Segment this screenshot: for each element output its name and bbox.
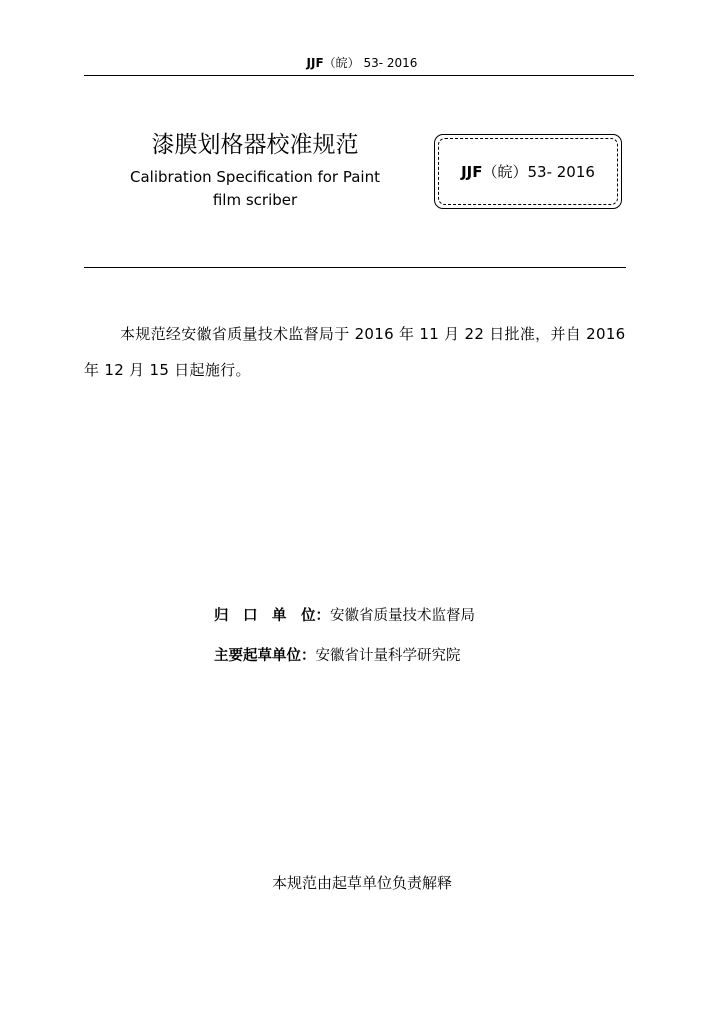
running-header-code-rest: （皖） 53- 2016 [323, 56, 418, 70]
specification-code-prefix: JJF [461, 163, 483, 181]
specification-code-box [434, 134, 622, 209]
drafting-unit-value: 安徽省计量科学研究院 [315, 648, 461, 664]
title-english [84, 166, 426, 212]
title-english-line-1: Calibration Specification for Paint [130, 168, 380, 186]
approval-statement: 本规范经安徽省质量技术监督局于 2016 年 11 月 22 日批准，并自 2016 年 12 月 15 日起施行。 [84, 325, 626, 379]
title-english-line-2: film scriber [212, 191, 298, 209]
responsible-unit-label: 归 口 单 位： [214, 608, 330, 624]
specification-code [435, 135, 621, 210]
title-rule [84, 267, 626, 268]
drafting-unit-label: 主要起草单位： [214, 648, 316, 664]
interpretation-note: 本规范由起草单位负责解释 [271, 874, 452, 892]
responsible-unit-row [214, 605, 475, 627]
running-header-code-prefix: JJF [306, 56, 324, 70]
drafting-unit-row [214, 645, 461, 667]
title-chinese: 漆膜划格器校准规范 [151, 132, 359, 158]
header-rule [84, 75, 634, 76]
specification-code-rest: （皖）53- 2016 [482, 163, 595, 181]
running-header [0, 56, 724, 70]
responsible-unit-value: 安徽省质量技术监督局 [330, 608, 475, 624]
